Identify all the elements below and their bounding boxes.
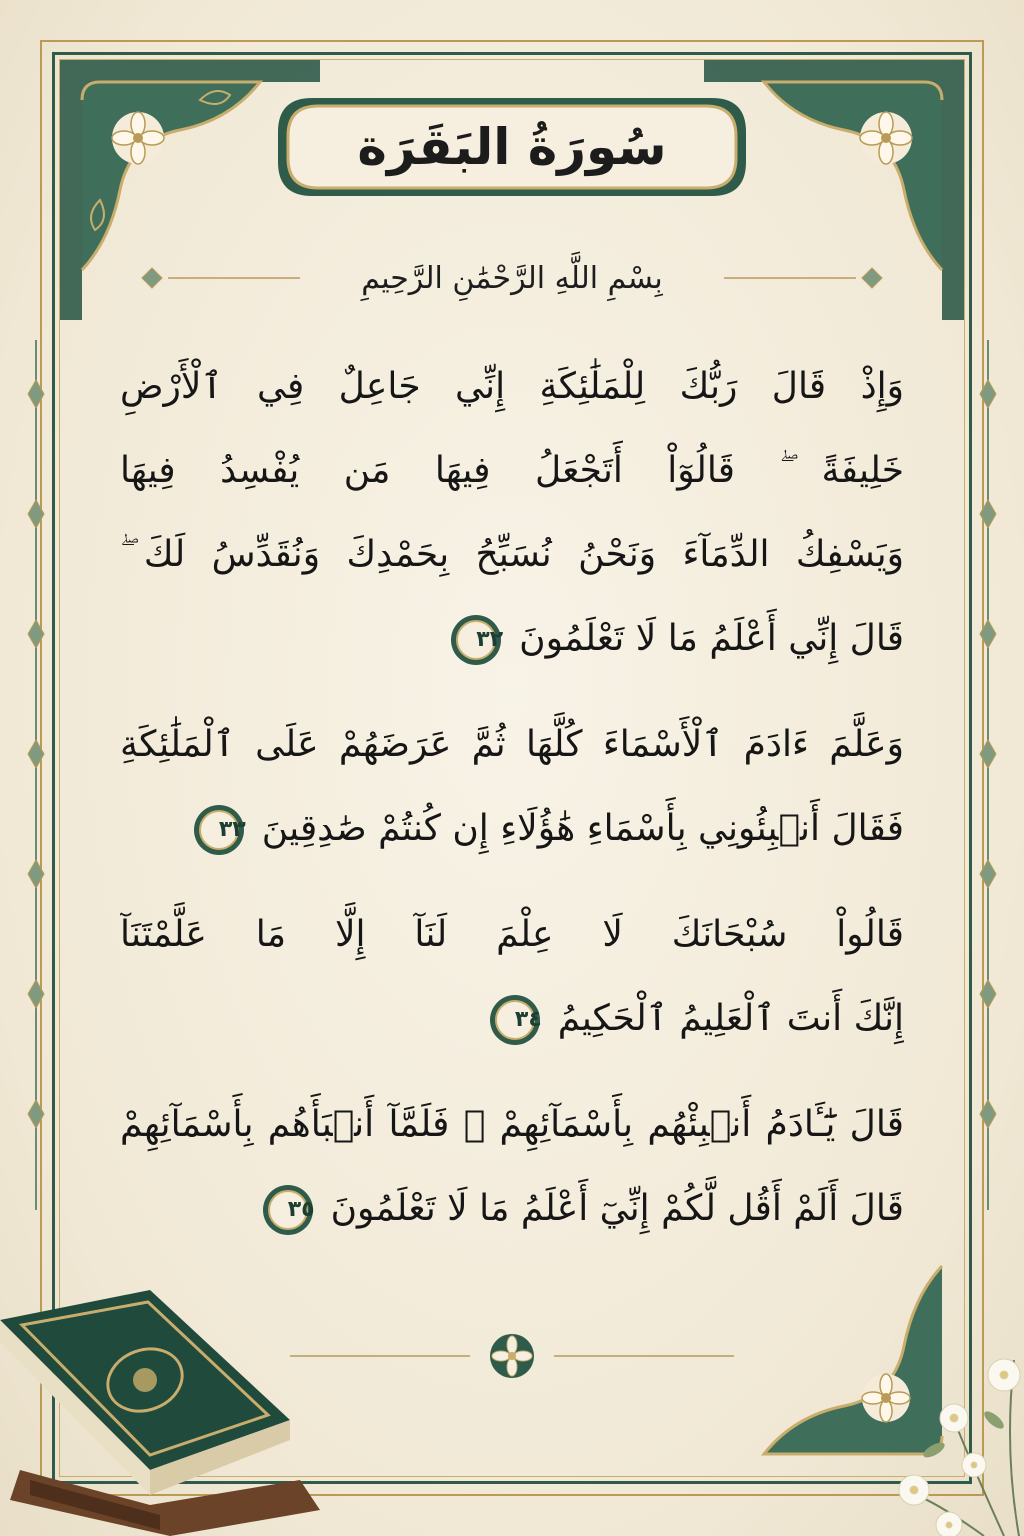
verse-line: قَالَ يَٰٓـَٔادَمُ أَنۢبِئْهُم بِأَسْمَآئِهِمْ ۖ فَلَمَّآ أَنۢبَأَهُم بِأَسْمَآئِهِمْ [120, 1104, 904, 1145]
verse-line: وَعَلَّمَ ءَادَمَ ٱلْأَسْمَاءَ كُلَّهَا ثُمَّ عَرَضَهُمْ عَلَى ٱلْمَلَٰئِكَةِ [120, 724, 904, 765]
verse-line: وَيَسْفِكُ الدِّمَآءَ وَنَحْنُ نُسَبِّحُ بِحَمْدِكَ وَنُقَدِّسُ لَكَ ۖ [120, 534, 904, 575]
ayah-number: ٣٤ [514, 1007, 542, 1032]
verse-line-text: قَالَ أَلَمْ أَقُل لَّكُمْ إِنِّيٓ أَعْلَمُ مَا لَا تَعْلَمُونَ [330, 1188, 904, 1229]
vine-border-icon [18, 340, 54, 1210]
jasmine-flowers-icon [854, 1300, 1024, 1536]
verse-line-text: قَالَ إِنِّي أَعْلَمُ مَا لَا تَعْلَمُونَ [519, 618, 904, 659]
verse-line [120, 787, 904, 871]
verse-line: وَإِذْ قَالَ رَبُّكَ لِلْمَلَٰئِكَةِ إِنِّي جَاعِلٌ فِي ٱلْأَرْضِ [120, 366, 904, 407]
ayah-block [120, 345, 904, 681]
verse-line-text: إِنَّكَ أَنتَ ٱلْعَلِيمُ ٱلْحَكِيمُ [557, 998, 904, 1039]
surah-title: سُورَةُ البَقَرَة [357, 118, 667, 176]
ayah-medallion-icon [261, 1183, 315, 1237]
ayah-block [120, 703, 904, 871]
ayah-medallion-icon [192, 803, 246, 857]
ayah-medallion-icon [449, 613, 503, 667]
ayah-block [120, 893, 904, 1061]
verse-line [120, 1167, 904, 1251]
verse-line [120, 977, 904, 1061]
verses-container [120, 345, 904, 1251]
basmala: بِسْمِ اللَّهِ الرَّحْمَٰنِ الرَّحِيمِ [361, 260, 663, 296]
verse-line: قَالُواْ سُبْحَانَكَ لَا عِلْمَ لَنَآ إِلَّا مَا عَلَّمْتَنَآ [120, 914, 904, 955]
surah-title-cartouche [272, 92, 752, 202]
ayah-number: ٣٢ [476, 627, 504, 652]
verse-line [120, 597, 904, 681]
ayah-medallion-icon [488, 993, 542, 1047]
verse-line-text: فَقَالَ أَنۢبِئُونِي بِأَسْمَاءِ هَٰؤُلَاءِ إِن كُنتُمْ صَٰدِقِينَ [261, 808, 904, 849]
ayah-number: ٣٥ [287, 1197, 315, 1222]
vine-border-icon [970, 340, 1006, 1210]
ayah-number: ٣٣ [218, 817, 246, 842]
bottom-divider-ornament [290, 1326, 734, 1386]
ayah-block [120, 1083, 904, 1251]
basmala-row [120, 248, 904, 308]
verse-line: خَلِيفَةً ۖ قَالُوٓاْ أَتَجْعَلُ فِيهَا مَن يُفْسِدُ فِيهَا [120, 450, 904, 491]
quran-book-icon [0, 1280, 320, 1536]
